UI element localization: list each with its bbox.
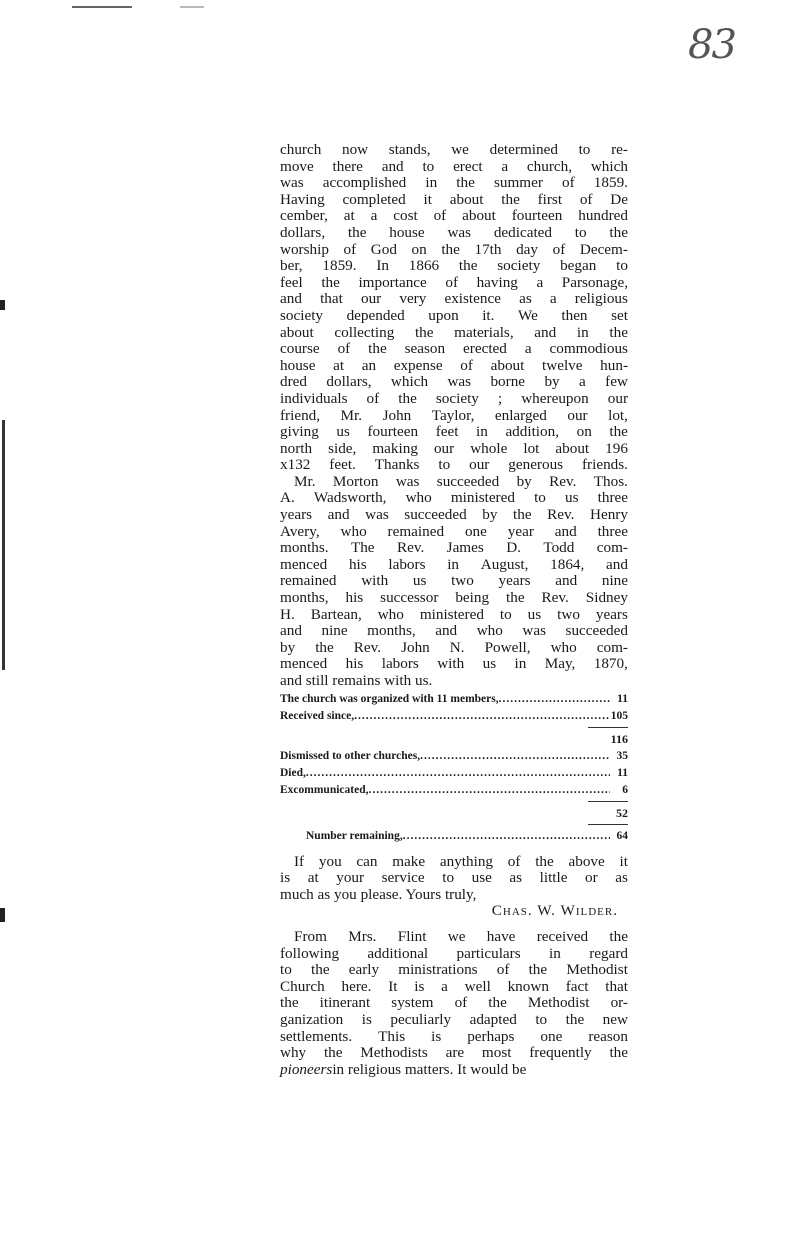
text-line: months. The Rev. James D. Todd com-	[280, 539, 628, 557]
text-line: Church here. It is a well known fact that	[280, 977, 628, 995]
text-line: friend, Mr. John Taylor, enlarged our lot,	[280, 406, 628, 424]
text-line: Mr. Morton was succeeded by Rev. Thos.	[294, 472, 628, 490]
tally-row-excommunicated	[280, 782, 628, 799]
margin-mark	[0, 908, 5, 922]
paragraph-ministers	[280, 474, 628, 690]
tally-label: Excommunicated,	[280, 783, 369, 796]
text-line: settlements. This is perhaps one reason	[280, 1027, 628, 1045]
tally-value: 11	[617, 692, 628, 705]
signature: Chas. W. Wilder.	[491, 902, 618, 920]
text-line: and still remains with us.	[280, 672, 433, 689]
tally-value: 6	[622, 783, 628, 796]
sum-rule	[280, 822, 628, 828]
text-line: much as you please. Yours truly,	[280, 885, 477, 903]
top-rule-mark	[72, 6, 132, 8]
text-line: dollars, the house was dedicated to the	[280, 223, 628, 241]
tally-label: Received since,	[280, 709, 355, 722]
text-line: menced his labors with us in May, 1870,	[280, 655, 628, 673]
text-line: ganization is peculiarly adapted to the new	[280, 1010, 628, 1028]
top-rule-mark-faint	[180, 6, 204, 8]
text-line: is at your service to use as little or as	[280, 869, 628, 887]
italic-word: pioneers	[280, 1060, 333, 1078]
sum-rule	[280, 725, 628, 731]
tally-row-remaining	[280, 828, 628, 845]
text-line: about collecting the materials, and in the	[280, 323, 628, 341]
membership-tally	[280, 691, 628, 845]
text-line: following additional particulars in regard	[280, 944, 628, 962]
paragraph-church-history	[280, 142, 628, 474]
tally-row-dismissed	[280, 748, 628, 765]
text-line: the itinerant system of the Methodist or-	[280, 994, 628, 1012]
text-line: course of the season erected a commodious	[280, 340, 628, 358]
tally-leader-dots	[354, 708, 610, 725]
text-line: remained with us two years and nine	[280, 572, 628, 590]
tally-leader-dots	[499, 691, 610, 708]
tally-label: Died,	[280, 766, 306, 779]
tally-value: 64	[616, 829, 628, 842]
text-line: years and was succeeded by the Rev. Henry	[280, 506, 628, 524]
tally-leader-dots	[306, 765, 610, 782]
sum-rule	[280, 799, 628, 805]
tally-label: Dismissed to other churches,	[280, 749, 421, 762]
text-line: feel the importance of having a Parsonage,	[280, 273, 628, 291]
text-line: x132 feet. Thanks to our generous friends.	[280, 456, 628, 474]
text-line: house at an expense of about twelve hun-	[280, 356, 628, 374]
text-line: worship of God on the 17th day of Decem-	[280, 240, 628, 258]
text-line: cember, at a cost of about fourteen hundred	[280, 207, 628, 225]
text-line: months, his successor being the Rev. Sidney	[280, 589, 628, 607]
tally-row-received	[280, 708, 628, 725]
tally-leader-dots	[368, 782, 610, 799]
text-line: to the early ministrations of the Methodist	[280, 961, 628, 979]
tally-value: 11	[617, 766, 628, 779]
tally-value: 35	[616, 749, 628, 762]
tally-row-died	[280, 765, 628, 782]
text-line: dred dollars, which was borne by a few	[280, 373, 628, 391]
text-line: and nine months, and who was succeeded	[280, 622, 628, 640]
text-line-final	[280, 1062, 628, 1079]
text-line: menced his labors in August, 1864, and	[280, 555, 628, 573]
tally-subtotal	[280, 731, 628, 748]
tally-label: Number remaining,	[306, 829, 403, 842]
tally-row-organized	[280, 691, 628, 708]
tally-value: 116	[610, 731, 628, 746]
text-line: ber, 1859. In 1866 the society began to	[280, 257, 628, 275]
text-line: move there and to erect a church, which	[280, 157, 628, 175]
text-line: church now stands, we determined to re-	[280, 141, 628, 158]
paragraph-mrs-flint	[280, 929, 628, 1078]
margin-mark	[0, 300, 5, 310]
text-line: was accomplished in the summer of 1859.	[280, 174, 628, 192]
text-line: If you can make anything of the above it	[294, 852, 628, 870]
text-line: society depended upon it. We then set	[280, 306, 628, 324]
text-line: and that our very existence as a religious	[280, 290, 628, 308]
tally-leader-dots	[403, 828, 610, 845]
text-line: why the Methodists are most frequently the	[280, 1044, 628, 1062]
article-column	[280, 142, 628, 1078]
tally-removed-total	[280, 805, 628, 822]
paragraph-closing	[280, 854, 628, 920]
text-line: by the Rev. John N. Powell, who com-	[280, 638, 628, 656]
text-line: From Mrs. Flint we have received the	[294, 927, 628, 945]
text-line: A. Wadsworth, who ministered to us three	[280, 489, 628, 507]
tally-value: 52	[616, 805, 628, 820]
text-line: individuals of the society ; whereupon our	[280, 389, 628, 407]
page-number: 83	[688, 22, 735, 68]
text-line: Avery, who remained one year and three	[280, 522, 628, 540]
tally-label: The church was organized with 11 members,	[280, 692, 499, 705]
text-line: giving us fourteen feet in addition, on the	[280, 423, 628, 441]
margin-binding-line	[2, 420, 5, 670]
text-line: H. Bartean, who ministered to us two years	[280, 605, 628, 623]
text-line: north side, making our whole lot about 196	[280, 439, 628, 457]
tally-value: 105	[610, 709, 628, 722]
text-fragment: in religious matters. It would be	[332, 1060, 527, 1078]
tally-leader-dots	[420, 748, 610, 765]
text-line: Having completed it about the first of De	[280, 190, 628, 208]
